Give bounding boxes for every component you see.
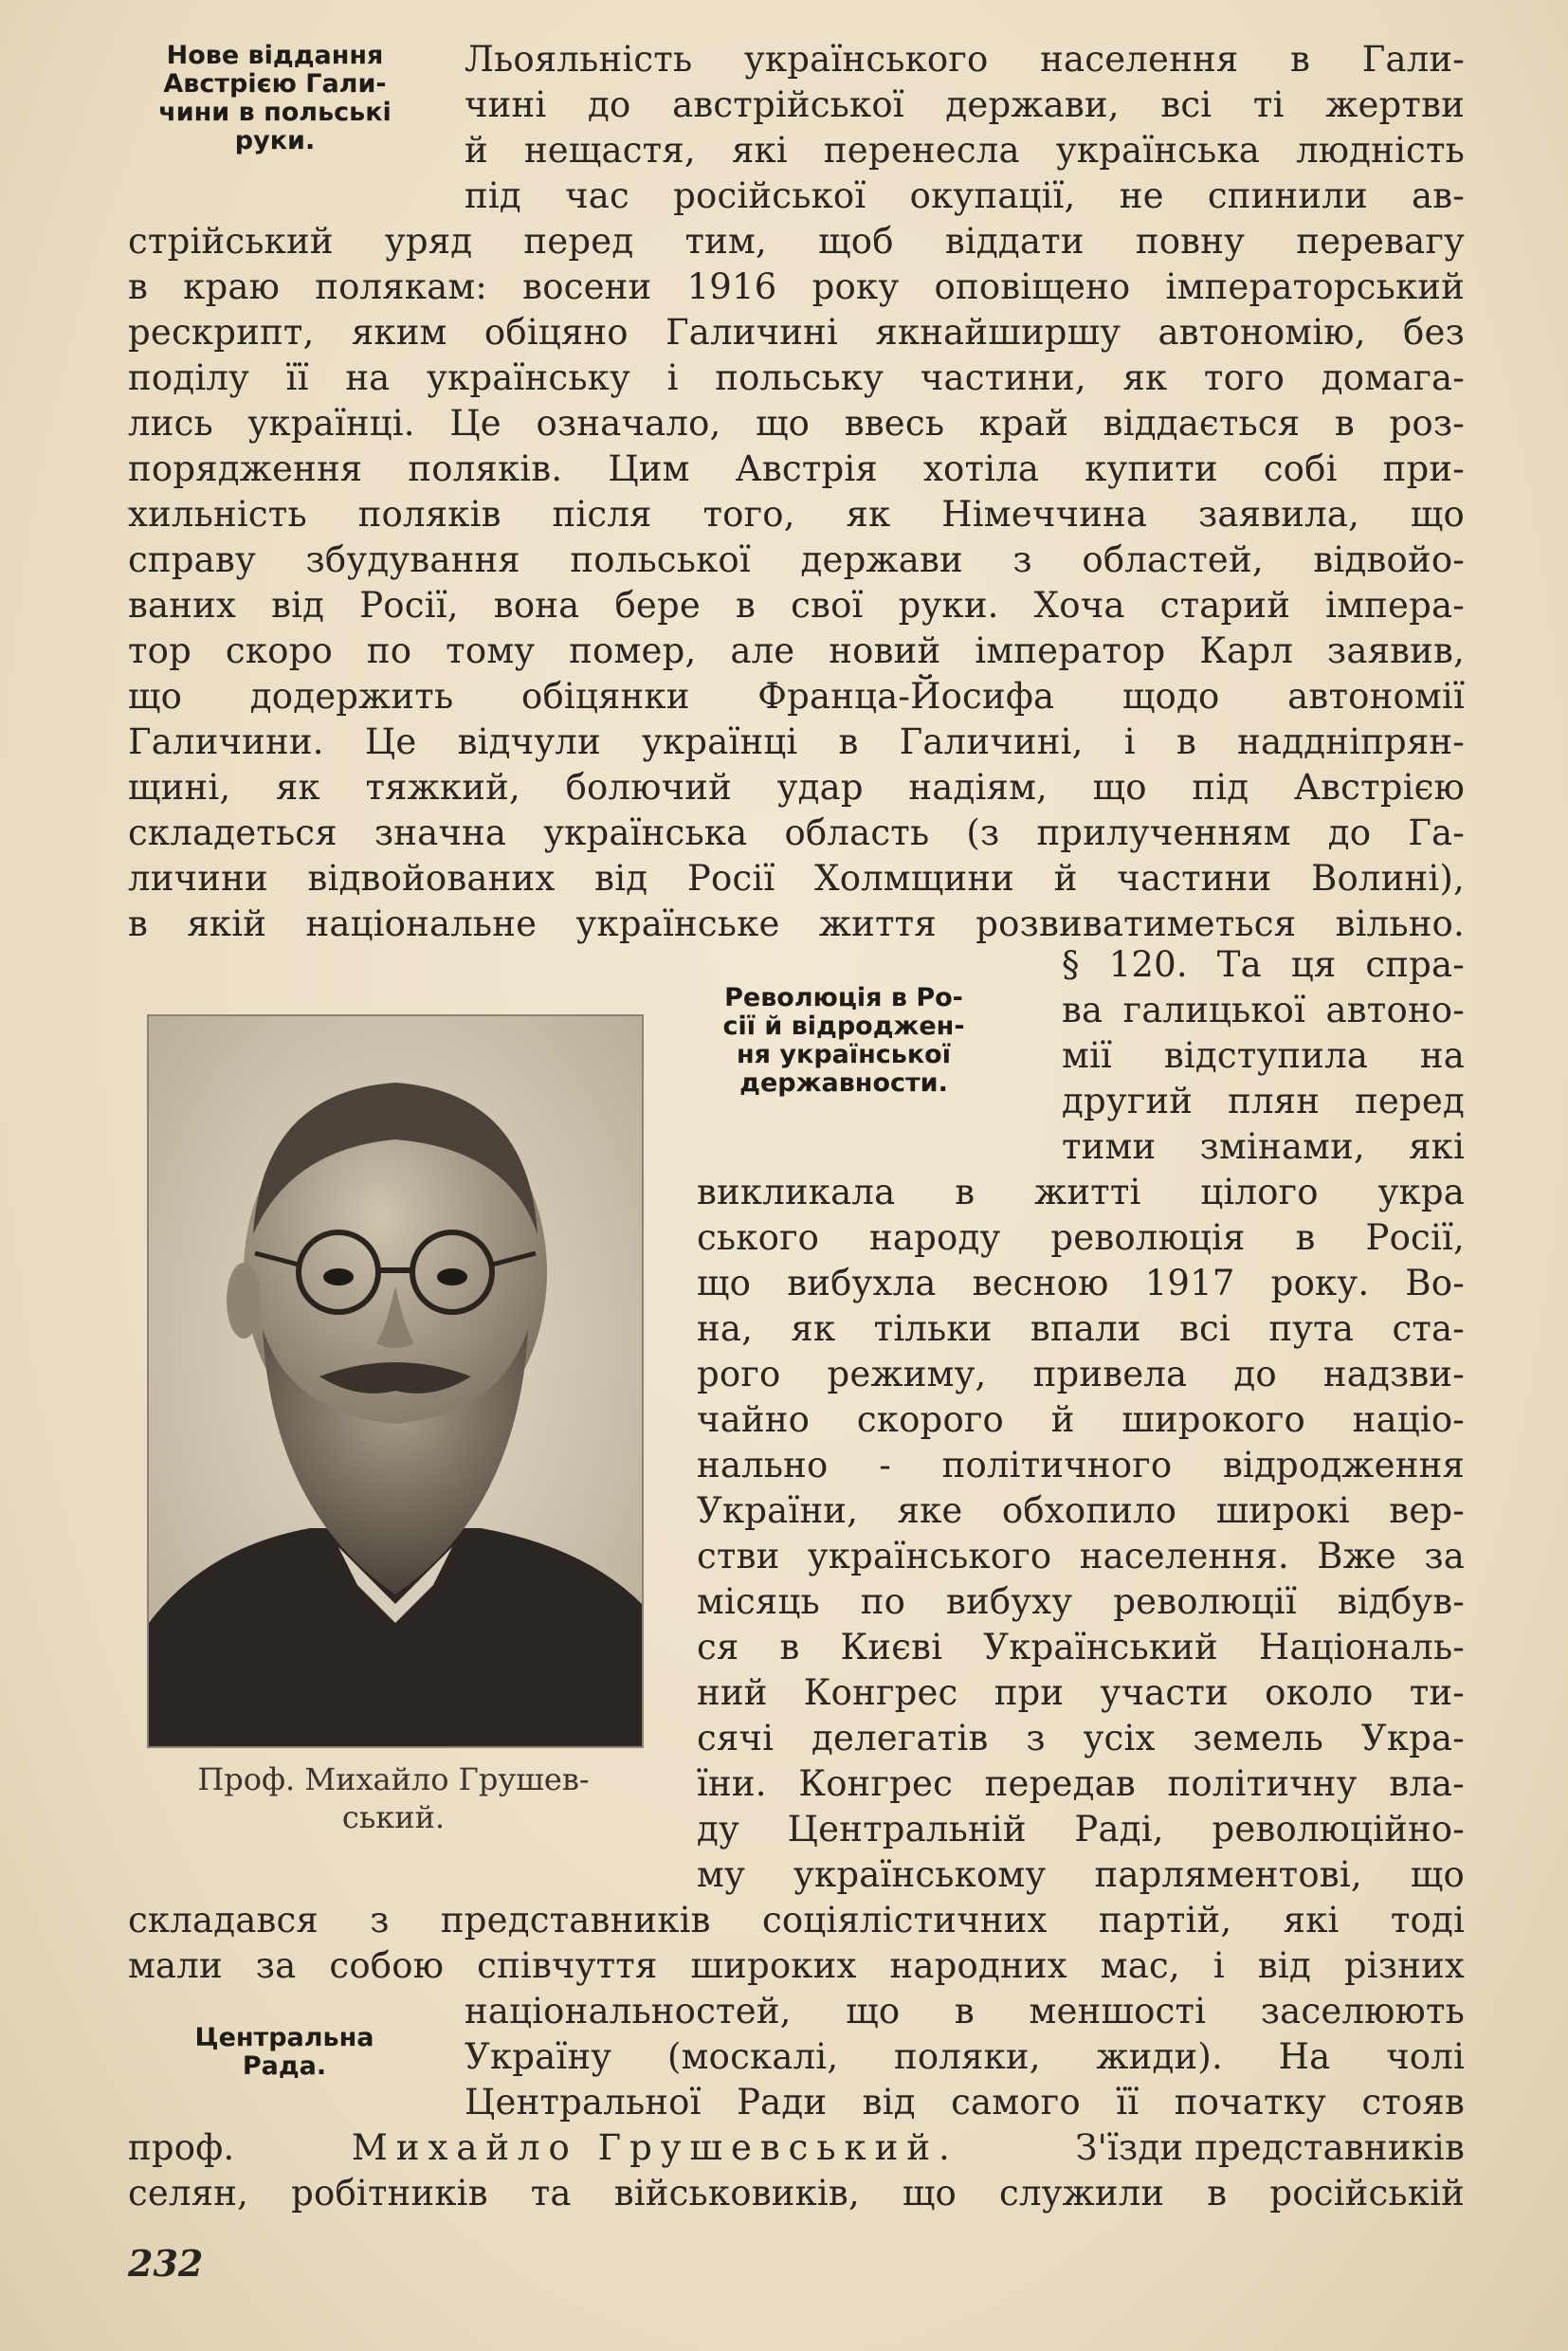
text-line: місяць по вибуху революції відбув- (697, 1581, 1465, 1622)
text-line: справу збудування польської держави з областей, відвойо- (128, 539, 1465, 580)
text-line: сячі делегатів з усіх земель Укра- (697, 1718, 1465, 1759)
text-line: й нещастя, які перенесла українська людність (465, 130, 1465, 171)
caption-line: ський. (341, 1799, 446, 1835)
text-line: ва галицької автоно- (1062, 990, 1465, 1030)
text-line: ського народу революція в Росії, (697, 1217, 1465, 1258)
text-line: ду Центральній Раді, революційно- (697, 1809, 1465, 1850)
text-line: що вибухла весною 1917 року. Во- (697, 1263, 1465, 1303)
text-line: їни. Конгрес передав політичну вла- (697, 1763, 1465, 1804)
text-line: Центральної Ради від самого її початку стояв (465, 2082, 1465, 2123)
sidenote-line: руки. (234, 126, 316, 155)
text-line: мали за собою співчуття широких народних мас, і від різних (128, 1945, 1465, 1986)
sidenote-line: Австрією Гали- (163, 69, 387, 99)
text-line: тими змінами, які (1062, 1126, 1465, 1167)
text-line: тор скоро по тому помер, але новий імператор Карл заявив, (128, 630, 1465, 671)
page-number: 232 (128, 2242, 204, 2285)
text-line: на, як тільки впали всі пута ста- (697, 1308, 1465, 1349)
text-line: України, яке обхопило широкі вер- (697, 1490, 1465, 1531)
text-line: поділу її на українську і польську частини, як того домага- (128, 357, 1465, 398)
sidenote-line: Нове віддання (166, 41, 384, 70)
text-line: Україну (москалі, поляки, жиди). На чолі (465, 2036, 1465, 2077)
text-line: чайно скорого й широкого націо- (697, 1399, 1465, 1440)
portrait-photo (147, 1014, 644, 1748)
text-line: в якій національне українське життя розвиватиметься вільно. (128, 903, 1465, 944)
text-line: чині до австрійської держави, всі ті жертви (465, 84, 1465, 125)
text-line: ний Конгрес при участи около ти- (697, 1672, 1465, 1713)
sidenote-revolution (673, 984, 1014, 1098)
sidenote-line: Рада. (242, 2051, 327, 2081)
text-line: національностей, що в меншості заселюють (465, 1991, 1465, 2032)
sidenote-line: чини в польські (158, 98, 392, 127)
sidenote-line: сії й відроджен- (722, 1011, 965, 1041)
text-fragment: проф. (128, 2127, 235, 2168)
text-line: § 120. Та ця спра- (1062, 944, 1465, 985)
caption-line: Проф. Михайло Грушев- (197, 1761, 590, 1797)
text-line: мії відступила на (1062, 1035, 1465, 1076)
text-line: складеться значна українська область (з прилученням до Га- (128, 812, 1465, 853)
text-line: Льояльність українського населення в Гали- (465, 39, 1465, 80)
sidenote-central-rada (142, 2024, 427, 2081)
text-line: личини відвойованих від Росії Холмщини й частини Волині), (128, 858, 1465, 899)
text-line: рескрипт, яким обіцяно Галичині якнайширшу автономію, без (128, 312, 1465, 353)
text-line: ваних від Росії, вона бере в свої руки. Хоча старий імпера- (128, 585, 1465, 626)
text-line: що додержить обіцянки Франца-Йосифа щодо автономії (128, 676, 1465, 717)
text-line: му українському парляментові, що (697, 1854, 1465, 1895)
text-line: порядження поляків. Цим Австрія хотіла купити собі при- (128, 448, 1465, 489)
text-line (128, 2126, 1465, 2170)
sidenote-line: Революція в Ро- (724, 983, 963, 1012)
text-line: в краю полякам: восени 1916 року оповіщено імператорський (128, 266, 1465, 307)
text-fragment: З'їзди представників (1075, 2127, 1465, 2168)
sidenote-line: державности. (739, 1068, 948, 1098)
text-line: лись українці. Це означало, що ввесь край віддається в роз- (128, 403, 1465, 444)
text-line: стрійський уряд перед тим, щоб віддати повну перевагу (128, 221, 1465, 262)
text-line: щині, як тяжкий, болючий удар надіям, що під Австрією (128, 767, 1465, 808)
text-line: селян, робітників та військовиків, що служили в російській (128, 2173, 1465, 2214)
portrait-drawing (149, 1016, 642, 1746)
portrait-caption (123, 1760, 664, 1836)
name-spaced: Михайло Грушевський. (351, 2127, 958, 2168)
text-line: викликала в житті цілого укра (697, 1172, 1465, 1212)
text-line: Галичини. Це відчули українці в Галичині, і в наддніпрян- (128, 721, 1465, 762)
text-line: ся в Києві Український Національ- (697, 1627, 1465, 1668)
text-line: складався з представників соціялістичних партій, які тоді (128, 1900, 1465, 1941)
text-line: під час російської окупації, не спинили ав- (465, 175, 1465, 216)
text-line: стви українського населення. Вже за (697, 1536, 1465, 1576)
text-line: рого режиму, привела до надзви- (697, 1354, 1465, 1394)
text-line: хильність поляків після того, як Німеччина заявила, що (128, 494, 1465, 535)
sidenote-line: ня української (737, 1040, 951, 1069)
sidenote-austria (123, 42, 427, 155)
sidenote-line: Центральна (194, 2023, 374, 2052)
text-line: нально - політичного відродження (697, 1445, 1465, 1485)
text-line: другий плян перед (1062, 1081, 1465, 1121)
